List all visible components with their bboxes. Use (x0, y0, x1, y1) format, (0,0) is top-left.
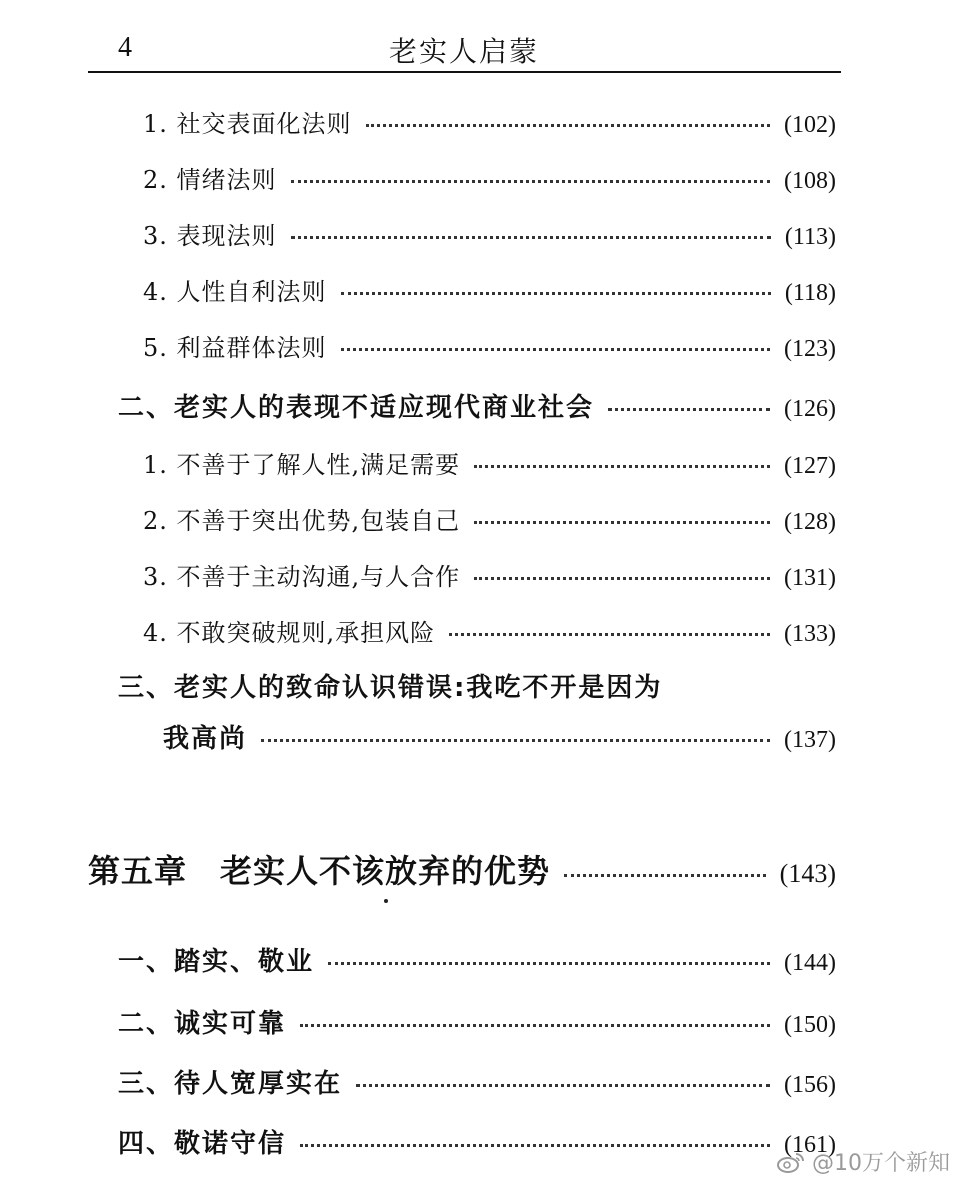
dot-leader (300, 1144, 770, 1147)
toc-entry[interactable] (143, 445, 836, 480)
toc-section-entry[interactable] (118, 387, 836, 424)
toc-section-entry[interactable] (163, 718, 836, 755)
dot-leader (474, 521, 770, 524)
dot-leader (291, 180, 770, 183)
toc-section-page: (126) (784, 396, 836, 422)
page-number: 4 (118, 32, 132, 63)
toc-section-label: 一、踏实、敬业 (118, 947, 315, 977)
dot-leader (356, 1084, 770, 1087)
toc-entry-label: 1. 不善于了解人性,满足需要 (143, 451, 461, 479)
toc-section-page: (156) (784, 1072, 836, 1098)
toc-entry[interactable] (143, 613, 836, 648)
toc-entry-page: (123) (784, 336, 836, 362)
toc-entry-label: 1. 社交表面化法则 (143, 110, 352, 138)
dot-leader (474, 465, 770, 468)
toc-section-label-line1[interactable]: 三、老实人的致命认识错误:我吃不开是因为 (118, 673, 663, 703)
dot-leader (608, 408, 770, 411)
dot-leader (341, 348, 770, 351)
dot-leader (449, 633, 770, 636)
toc-entry[interactable] (143, 501, 836, 536)
dot-leader (261, 739, 770, 742)
toc-entry-label: 2. 不善于突出优势,包装自己 (143, 507, 461, 535)
toc-section-entry[interactable] (118, 1063, 836, 1100)
header-rule (88, 71, 841, 73)
toc-section-label: 二、诚实可靠 (118, 1009, 287, 1039)
toc-entry-page: (128) (784, 509, 836, 535)
toc-section-page: (161) (784, 1132, 836, 1158)
dot-leader (291, 236, 771, 239)
toc-entry-page: (102) (784, 112, 836, 138)
toc-section-label: 四、敬诺守信 (118, 1129, 287, 1159)
dot-leader (474, 577, 770, 580)
toc-section-page: (150) (784, 1012, 836, 1038)
toc-entry[interactable] (143, 104, 836, 139)
toc-section-entry[interactable] (118, 1123, 836, 1160)
toc-entry[interactable] (143, 160, 836, 195)
dot-leader (300, 1024, 770, 1027)
toc-entry[interactable] (143, 557, 836, 592)
watermark (776, 1146, 950, 1177)
toc-entry-label: 3. 不善于主动沟通,与人合作 (143, 563, 461, 591)
toc-section-label-line2: 我高尚 (163, 724, 248, 754)
toc-entry-label: 4. 人性自利法则 (143, 278, 327, 306)
toc-entry-page: (113) (784, 224, 836, 250)
weibo-icon (776, 1150, 806, 1174)
toc-entry-page: (118) (784, 280, 836, 306)
dot-leader (366, 124, 770, 127)
dot-leader (564, 874, 766, 877)
dot-leader (341, 292, 771, 295)
watermark-text: @10万个新知 (812, 1151, 950, 1176)
toc-entry-label: 2. 情绪法则 (143, 166, 277, 194)
toc-section-entry[interactable] (118, 941, 836, 978)
toc-entry-page: (127) (784, 453, 836, 479)
toc-chapter-label: 第五章 老实人不该放弃的优势 (88, 852, 551, 890)
toc-entry-page: (108) (784, 168, 836, 194)
toc-section-label: 二、老实人的表现不适应现代商业社会 (118, 393, 595, 423)
toc-entry-page: (131) (784, 565, 836, 591)
toc-section-label: 三、待人宽厚实在 (118, 1069, 343, 1099)
toc-entry-label: 4. 不敢突破规则,承担风险 (143, 619, 436, 647)
toc-chapter-page: (143) (779, 859, 836, 888)
toc-chapter-entry[interactable] (88, 846, 836, 892)
toc-section-entry[interactable] (118, 1003, 836, 1040)
toc-entry[interactable] (143, 272, 836, 307)
toc-entry-label: 3. 表现法则 (143, 222, 277, 250)
toc-entry-label: 5. 利益群体法则 (143, 334, 327, 362)
toc-section-page: (144) (784, 950, 836, 976)
toc-entry[interactable] (143, 216, 836, 251)
toc-section-page: (137) (784, 727, 836, 753)
toc-entry-page: (133) (784, 621, 836, 647)
page-header (88, 22, 840, 70)
running-title: 老实人启蒙 (388, 35, 539, 68)
toc-entry[interactable] (143, 328, 836, 363)
dot-leader (328, 962, 770, 965)
print-speck (384, 899, 388, 903)
